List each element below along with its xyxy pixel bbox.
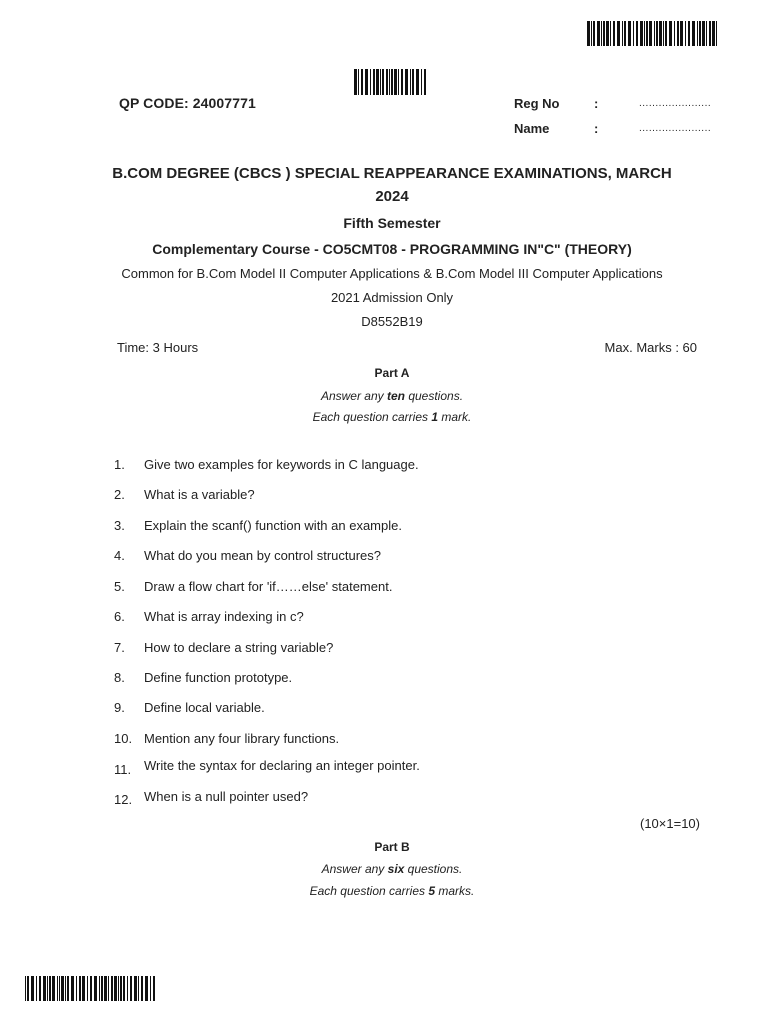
part-a-total: (10×1=10) — [640, 816, 700, 831]
question-number: 8. — [114, 670, 125, 685]
question-text: Define local variable. — [144, 700, 265, 715]
name-colon: : — [594, 121, 599, 136]
part-a-instruction: Answer any ten questions. — [320, 389, 464, 403]
qp-code: QP CODE: 24007771 — [119, 95, 256, 111]
name-label: Name — [514, 121, 550, 136]
question-text: When is a null pointer used? — [144, 789, 309, 804]
question-text: Write the syntax for declaring an integer pointer. — [144, 758, 420, 773]
name-blank: ...................... — [639, 123, 712, 134]
question-number: 7. — [114, 640, 125, 655]
question-number: 6. — [114, 609, 125, 624]
barcode-bottom-left — [25, 976, 156, 1001]
part-b-marks: Each question carries 5 marks. — [309, 884, 475, 898]
max-marks: Max. Marks : 60 — [604, 340, 697, 355]
question-number: 12. — [114, 792, 133, 807]
part-b-heading: Part B — [374, 840, 410, 854]
question-number: 4. — [114, 548, 125, 563]
question-number: 2. — [114, 487, 125, 502]
question-text: Define function prototype. — [144, 670, 293, 685]
question-number: 3. — [114, 518, 125, 533]
part-b-instruction: Answer any six questions. — [321, 862, 463, 876]
part-a-heading: Part A — [374, 366, 410, 380]
question-number: 9. — [114, 700, 125, 715]
question-text: Give two examples for keywords in C language. — [144, 457, 419, 472]
part-a-marks: Each question carries 1 mark. — [312, 410, 472, 424]
semester: Fifth Semester — [343, 215, 441, 231]
reg-no-blank: ...................... — [639, 98, 712, 109]
question-number: 11. — [114, 762, 132, 777]
question-number: 5. — [114, 579, 125, 594]
question-number: 10. — [114, 731, 133, 746]
exam-title: B.COM DEGREE (CBCS ) SPECIAL REAPPEARANCE EXAMINATIONS, MARCH 2024 — [112, 165, 672, 205]
question-text: How to declare a string variable? — [144, 640, 334, 655]
question-number: 1. — [114, 457, 125, 472]
common-for: Common for B.Com Model II Computer Applications & B.Com Model III Computer Applications — [121, 266, 663, 281]
paper-code: D8552B19 — [361, 314, 423, 329]
time-allowed: Time: 3 Hours — [117, 340, 199, 355]
admission: 2021 Admission Only — [330, 290, 454, 305]
question-text: What do you mean by control structures? — [144, 548, 382, 563]
question-text: Mention any four library functions. — [144, 731, 340, 746]
barcode-header — [354, 69, 428, 95]
course-title: Complementary Course - CO5CMT08 - PROGRAMMING IN"C" (THEORY) — [152, 241, 632, 257]
question-text: Explain the scanf() function with an example. — [144, 518, 402, 533]
reg-no-colon: : — [594, 96, 599, 111]
reg-no-label: Reg No — [514, 96, 560, 111]
barcode-top-right — [587, 21, 718, 46]
question-text: Draw a flow chart for 'if……else' statement. — [144, 579, 393, 594]
question-text: What is array indexing in c? — [144, 609, 304, 624]
question-text: What is a variable? — [144, 487, 255, 502]
